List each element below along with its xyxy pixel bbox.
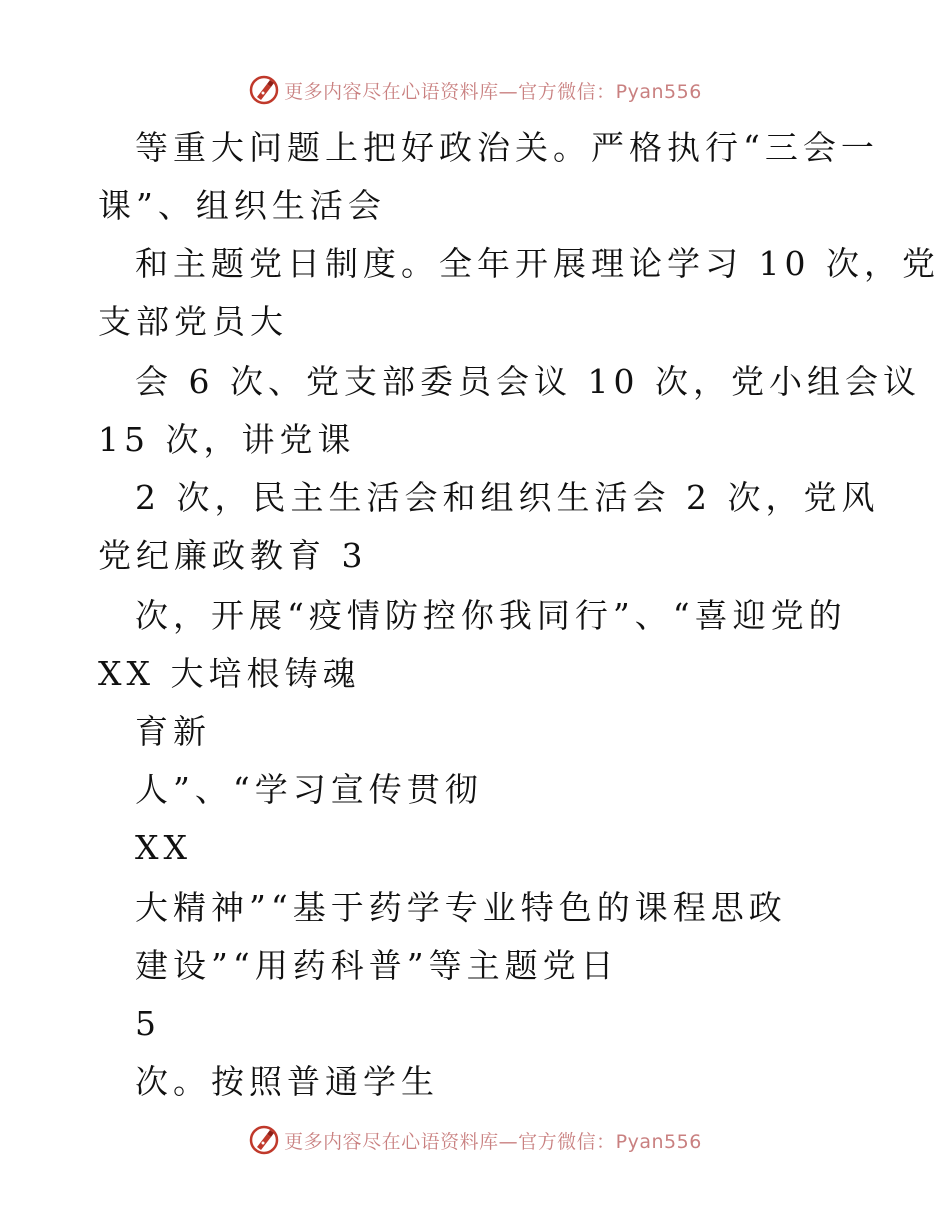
footer-banner-text: 更多内容尽在心语资料库—官方微信：Pyan556 — [284, 1130, 702, 1153]
text-line: 会 6 次、党支部委员会议 10 次，党小组会议 — [135, 362, 921, 401]
text-line: 支部党员大 — [98, 302, 288, 341]
header-banner-text: 更多内容尽在心语资料库—官方微信：Pyan556 — [284, 80, 702, 103]
text-line: XX — [135, 828, 192, 867]
text-line: 和主题党日制度。全年开展理论学习 10 次，党 — [135, 244, 940, 283]
pen-nib-logo-icon — [248, 1124, 280, 1156]
text-line: 党纪廉政教育 3 — [98, 536, 368, 575]
footer-banner — [0, 1120, 950, 1160]
text-line: 育新 — [135, 712, 211, 751]
text-line: 大精神”“基于药学专业特色的课程思政 — [135, 888, 787, 927]
text-line: 次。按照普通学生 — [135, 1062, 439, 1101]
text-line: 2 次，民主生活会和组织生活会 2 次，党风 — [135, 478, 880, 517]
text-line: 15 次，讲党课 — [98, 420, 356, 459]
text-line: 等重大问题上把好政治关。严格执行“三会一 — [135, 128, 879, 167]
text-line: 5 — [135, 1004, 161, 1043]
text-line: 人”、“学习宣传贯彻 — [135, 770, 483, 809]
text-line: XX 大培根铸魂 — [98, 654, 361, 693]
text-line: 建设”“用药科普”等主题党日 — [135, 946, 619, 985]
text-line: 次，开展“疫情防控你我同行”、“喜迎党的 — [135, 596, 847, 635]
text-line: 课”、组织生活会 — [98, 186, 386, 225]
